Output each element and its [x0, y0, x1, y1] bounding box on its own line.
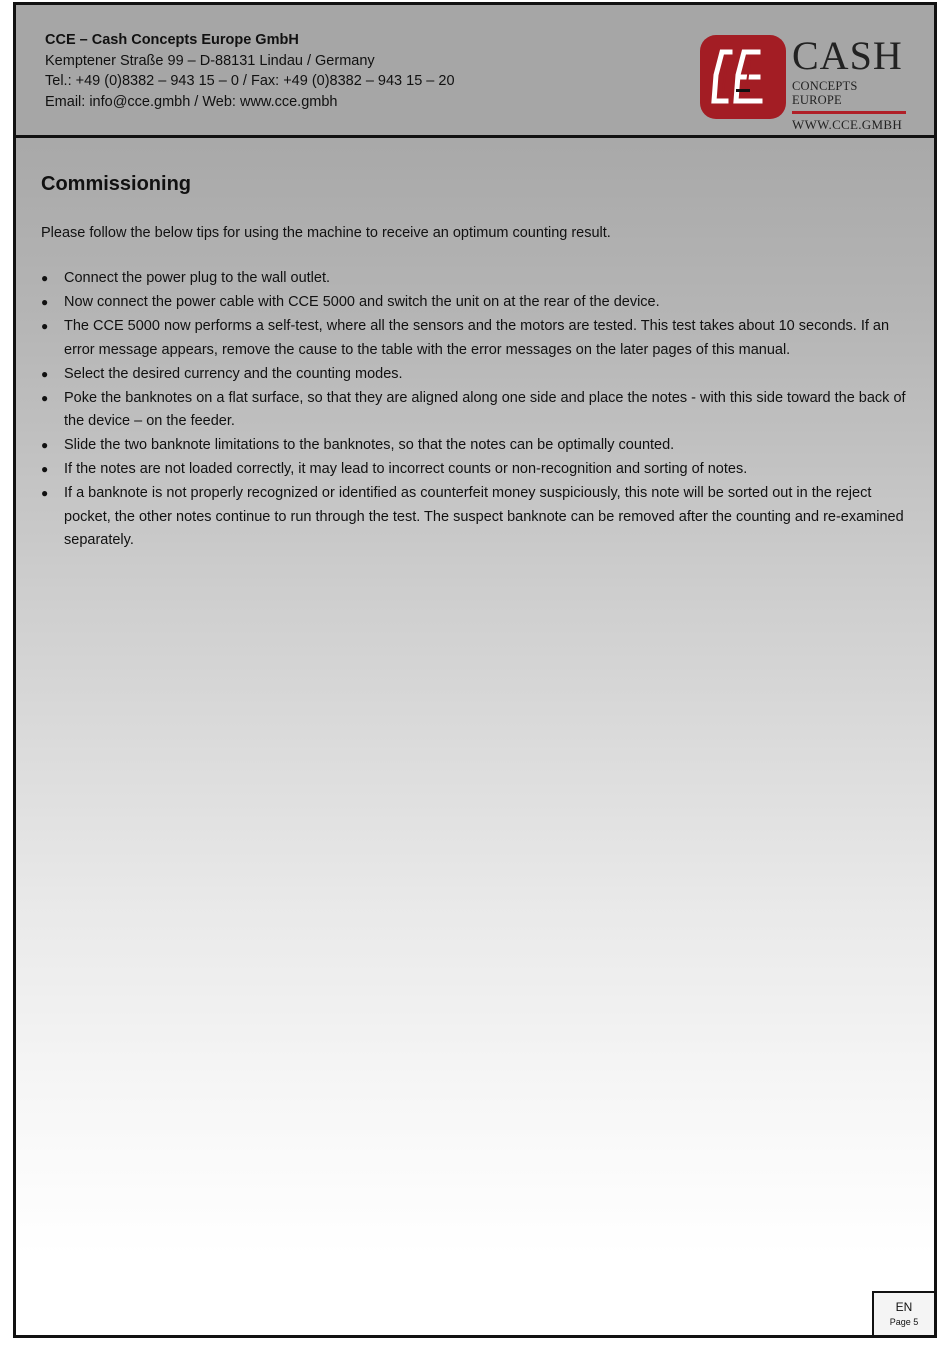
- list-item: [41, 458, 911, 482]
- bullet-icon: ●: [41, 295, 49, 309]
- list-item-text: Select the desired currency and the counting modes.: [64, 365, 403, 382]
- list-item: [41, 387, 911, 434]
- bullet-icon: ●: [41, 486, 49, 500]
- tips-list: [41, 267, 911, 553]
- page-number: Page 5: [889, 1317, 919, 1327]
- bullet-icon: ●: [41, 366, 49, 381]
- list-item-text: Slide the two banknote limitations to the banknotes, so that the notes can be optimally counted.: [64, 437, 675, 453]
- company-contact: Email: info@cce.gmbh / Web: www.cce.gmbh: [45, 93, 338, 110]
- list-item: [41, 291, 911, 315]
- company-phone: Tel.: +49 (0)8382 – 943 15 – 0 / Fax: +49 (0)8382 – 943 15 – 20: [45, 73, 455, 89]
- section-title: Commissioning: [41, 173, 192, 195]
- list-item-text: Poke the banknotes on a flat surface, so that they are aligned along one side and place the notes - with this side toward the back of the device – on the feeder.: [64, 389, 906, 429]
- list-item: [41, 363, 911, 387]
- list-item: [41, 315, 911, 362]
- list-item-text: If the notes are not loaded correctly, it may lead to incorrect counts or non-recognition and sorting of notes.: [64, 461, 748, 477]
- page-indicator: [872, 1291, 934, 1335]
- logo-wordmark: [792, 33, 910, 132]
- list-item-text: The CCE 5000 now performs a self-test, where all the sensors and the motors are tested. This test takes about 10 seconds. If an error message appears, remove the cause to the table with the error messages on the later pages of this manual.: [64, 318, 890, 358]
- document-page: [13, 2, 937, 1338]
- page-content: [41, 171, 911, 553]
- logo-web: WWW.CCE.GMBH: [792, 117, 903, 132]
- list-item-text: Now connect the power cable with CCE 5000 and switch the unit on at the rear of the device.: [64, 294, 660, 310]
- logo-subline: CONCEPTS EUROPE: [792, 79, 858, 107]
- intro-paragraph: Please follow the below tips for using the machine to receive an optimum counting result.: [41, 225, 611, 241]
- list-item-text: Connect the power plug to the wall outlet.: [64, 270, 330, 286]
- logo-divider: [792, 111, 906, 114]
- page-header: [16, 5, 934, 138]
- list-item-text: If a banknote is not properly recognized or identified as counterfeit money suspiciously, this note will be sorted out in the reject pocket, the other notes continue to run through the test. The suspect banknote can be removed after the counting and re-examined separately.: [64, 485, 904, 548]
- company-name: CCE – Cash Concepts Europe GmbH: [45, 32, 299, 48]
- page-language: EN: [895, 1300, 913, 1314]
- company-address: Kemptener Straße 99 – D-88131 Lindau / Germany: [45, 52, 375, 69]
- bullet-icon: ●: [41, 319, 49, 333]
- logo-badge-icon: [700, 35, 786, 119]
- bullet-icon: ●: [41, 271, 49, 285]
- bullet-icon: ●: [41, 462, 49, 476]
- list-item: [41, 434, 911, 458]
- bullet-icon: ●: [41, 438, 49, 452]
- list-item: [41, 482, 911, 553]
- company-logo: [700, 33, 912, 132]
- company-info: [45, 30, 455, 112]
- logo-word: CASH: [792, 33, 903, 78]
- bullet-icon: ●: [41, 390, 49, 405]
- list-item: [41, 267, 911, 291]
